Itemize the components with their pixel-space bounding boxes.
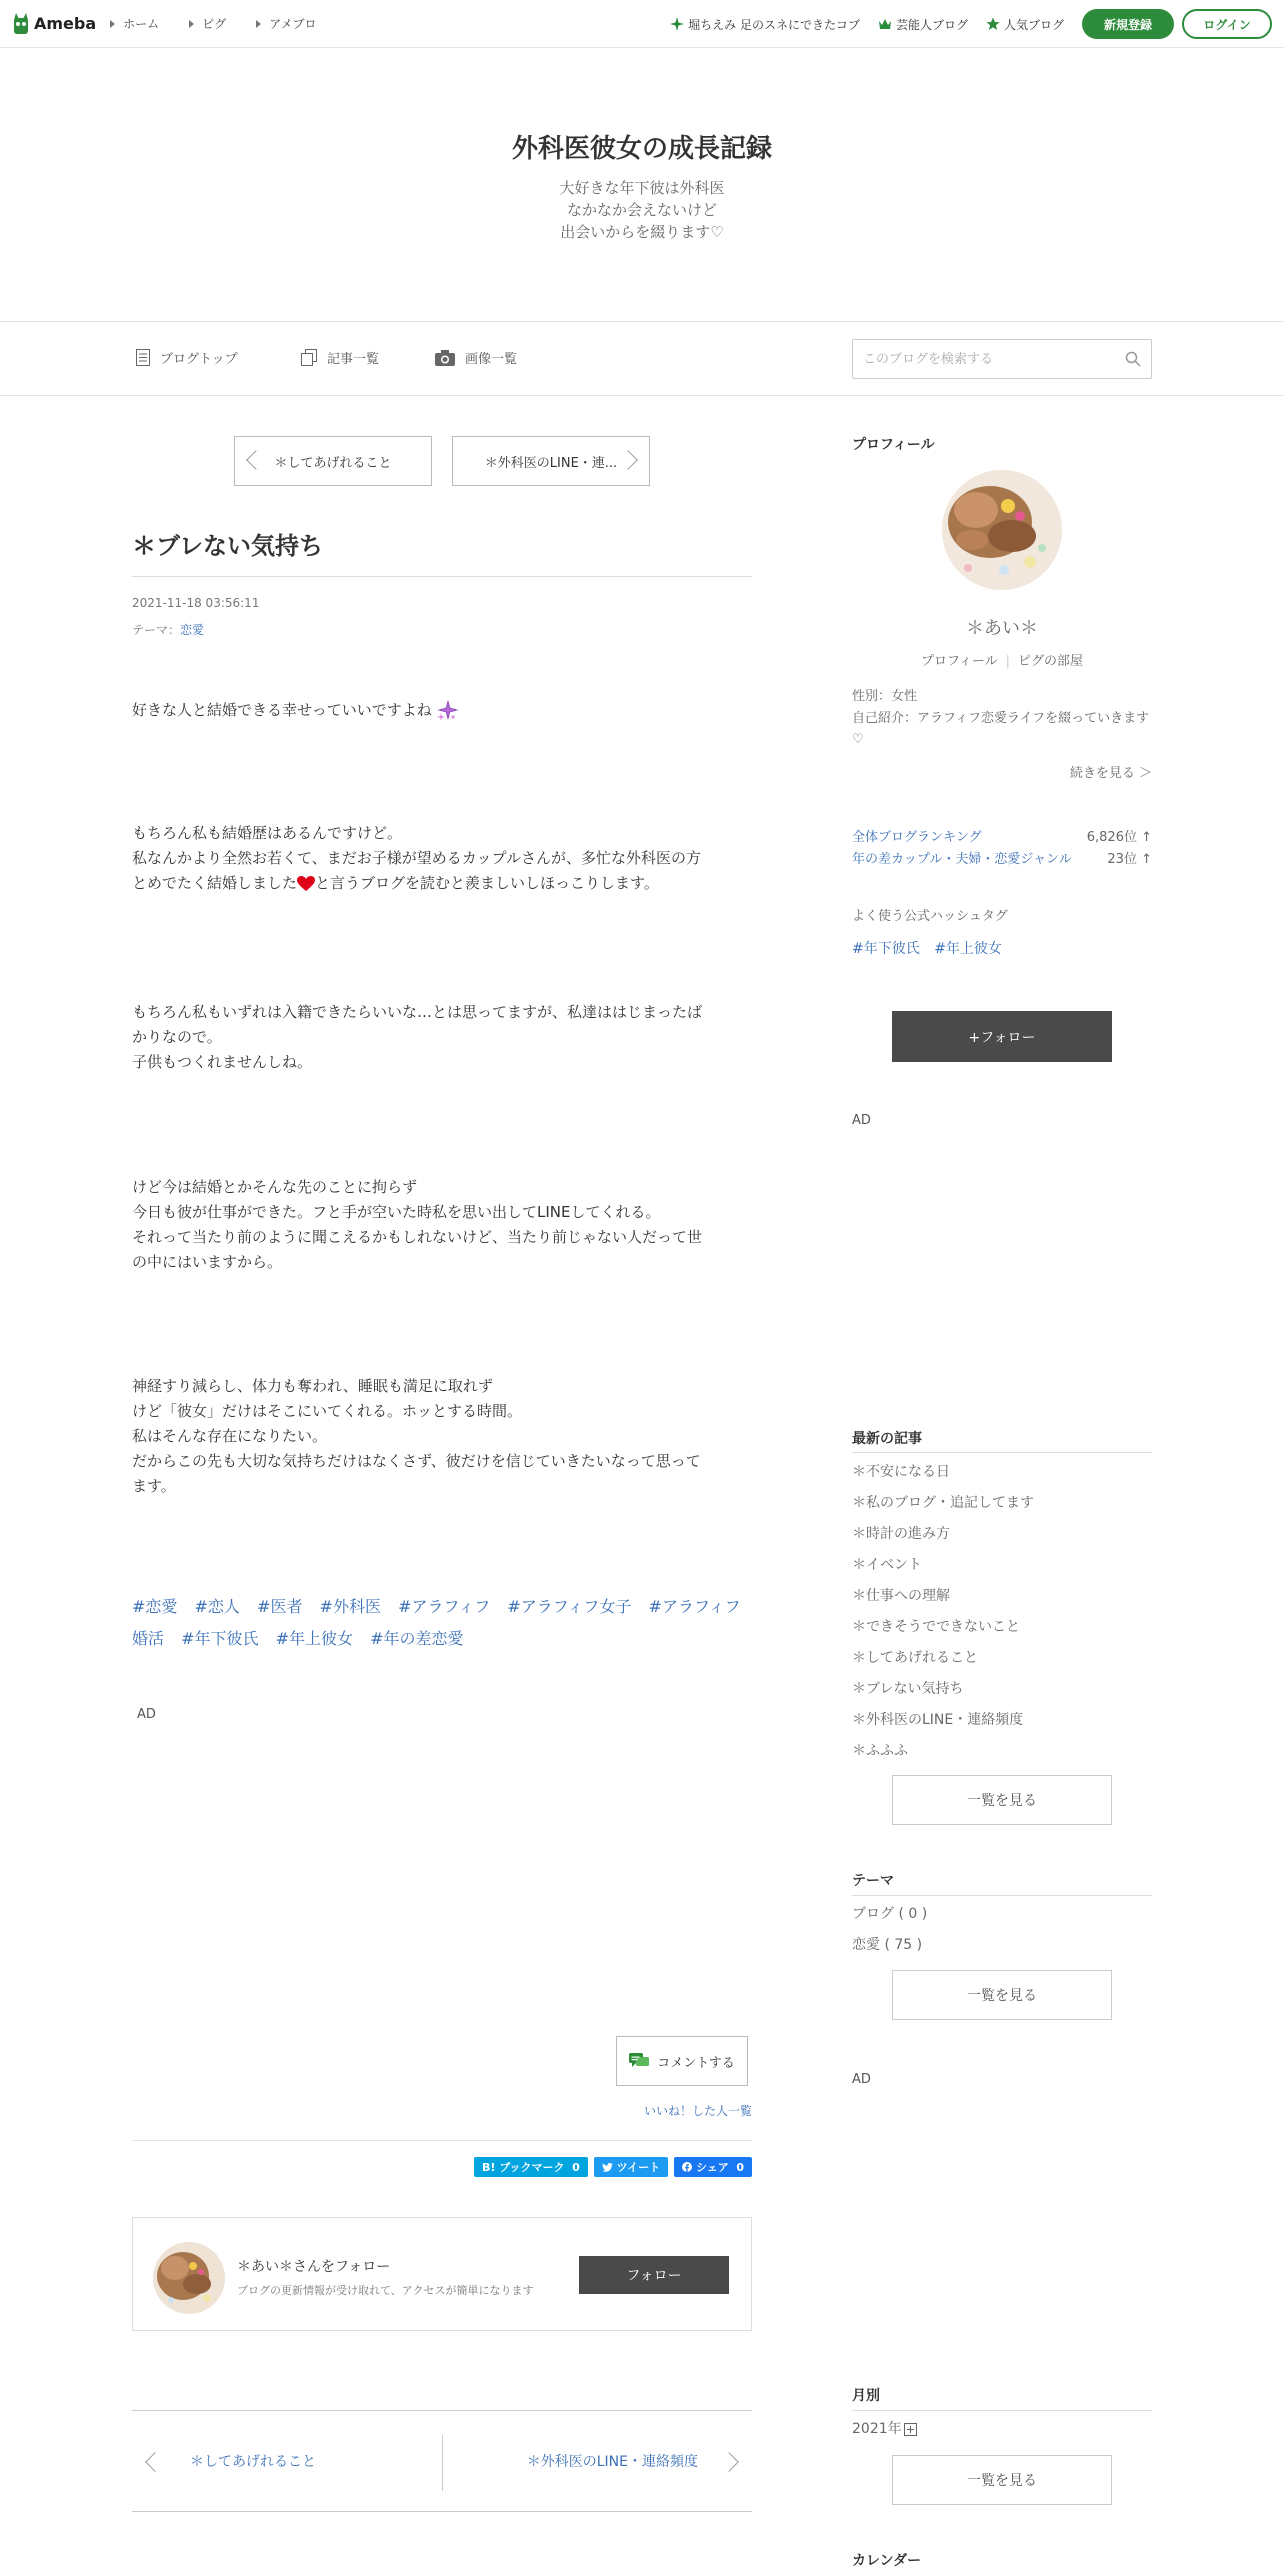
hashtag-link[interactable]: #アラフィフ婚活 xyxy=(132,1597,741,1648)
hatena-count: 0 xyxy=(572,2160,580,2174)
recent-entries-heading: 最新の記事 xyxy=(852,1431,922,1447)
hashtag-link[interactable]: #年下彼氏 xyxy=(181,1629,259,1648)
entry-hashtags xyxy=(132,1591,752,1655)
facebook-share-button[interactable] xyxy=(674,2157,752,2177)
entry-paragraph xyxy=(132,1374,762,1499)
chevron-left-icon xyxy=(246,450,266,470)
tweet-button[interactable] xyxy=(594,2157,668,2177)
profile-link[interactable]: プロフィール xyxy=(920,654,998,669)
comment-button-label: コメントする xyxy=(657,2055,735,2071)
ameba-logo-icon xyxy=(12,12,30,36)
divider xyxy=(852,1452,1152,1453)
recent-entry-link[interactable]: ＊仕事への理解 xyxy=(852,1588,950,1604)
entry-line xyxy=(132,698,762,723)
comment-button[interactable] xyxy=(616,2036,748,2086)
logo-text: Ameba xyxy=(34,14,97,33)
blog-nav xyxy=(0,322,1284,396)
tweet-label: ツイート xyxy=(616,2161,661,2174)
entry-paragraph xyxy=(132,1000,762,1075)
entry-line: かりなので。 xyxy=(132,1028,222,1046)
entry-line: 私なんかより全然お若くて、まだお子様が望めるカップルさんが、多忙な外科医の方 xyxy=(132,849,701,867)
recent-entry-link[interactable]: ＊イベント xyxy=(852,1557,922,1573)
entry-line: の中にはいますから。 xyxy=(132,1253,283,1271)
document-icon xyxy=(136,349,150,366)
triangle-right-icon xyxy=(256,20,261,28)
copy-icon xyxy=(301,349,317,366)
chevron-left-icon xyxy=(145,2452,165,2472)
theme-list-button[interactable]: 一覧を見る xyxy=(892,1970,1112,2020)
blog-search-input[interactable] xyxy=(863,352,1125,367)
next-entry-top[interactable] xyxy=(452,436,650,486)
nav-ameblo-label: アメブロ xyxy=(269,17,317,31)
hashtag-link[interactable]: #アラフィフ女子 xyxy=(507,1597,632,1616)
hatena-bookmark-button[interactable] xyxy=(474,2157,588,2177)
recent-entry-link[interactable]: ＊不安になる日 xyxy=(852,1464,950,1480)
profile-heading: プロフィール xyxy=(852,437,935,453)
entry-text: 好きな人と結婚できる幸せっていいですよね xyxy=(132,701,432,719)
nav-home-label: ホーム xyxy=(123,17,160,31)
profile-gender: 性別：女性 xyxy=(852,689,918,704)
follow-card-title: ＊あい＊さんをフォロー xyxy=(237,2259,391,2275)
entry-line: それって当たり前のように聞こえるかもしれないけど、当たり前じゃない人だって世 xyxy=(132,1228,703,1246)
sparkles-emoji-icon xyxy=(436,700,458,722)
hashtag-link[interactable]: #年下彼氏 xyxy=(852,941,920,957)
blog-header xyxy=(0,48,1284,322)
hashtag-heading: よく使う公式ハッシュタグ xyxy=(852,909,1008,924)
global-nav xyxy=(110,15,346,32)
recent-entry-link[interactable]: ＊外科医のLINE・連絡頻度 xyxy=(852,1712,1024,1728)
blog-description-line: 大好きな年下彼は外科医 xyxy=(559,179,725,197)
popular-blog-link[interactable] xyxy=(986,16,1064,33)
entry-pager-bottom xyxy=(132,2410,752,2512)
celebrity-blog-label: 芸能人ブログ xyxy=(895,17,968,32)
pigg-room-link[interactable]: ピグの部屋 xyxy=(1018,654,1084,669)
popular-blog-label: 人気ブログ xyxy=(1003,17,1064,32)
prev-entry-top-label: ＊してあげれること xyxy=(274,455,392,471)
ranking-row xyxy=(852,848,1152,867)
divider xyxy=(132,2140,752,2141)
ad-label: AD xyxy=(852,2072,871,2087)
hashtag-link[interactable]: #外科医 xyxy=(319,1597,381,1616)
hashtag-link[interactable]: #恋人 xyxy=(194,1597,240,1616)
prev-entry-bottom[interactable]: ＊してあげれること xyxy=(190,2454,316,2470)
hashtag-link[interactable]: #医者 xyxy=(257,1597,303,1616)
entry-list-link[interactable] xyxy=(301,348,379,367)
entry-line: ます。 xyxy=(132,1477,176,1495)
entry-date: 2021-11-18 03:56:11 xyxy=(132,596,260,610)
chevron-right-icon xyxy=(719,2452,739,2472)
hashtag-link[interactable]: #恋愛 xyxy=(132,1597,178,1616)
ranking-overall-value: 6,826位 ↑ xyxy=(1086,830,1152,845)
ranking-overall-link[interactable]: 全体ブログランキング xyxy=(852,830,982,845)
divider xyxy=(852,1895,1152,1896)
search-icon[interactable] xyxy=(1125,351,1141,367)
crown-icon xyxy=(878,18,892,30)
calendar-heading: カレンダー xyxy=(852,2553,922,2568)
entry-line: けど今は結婚とかそんな先のことに拘らず xyxy=(132,1178,418,1196)
follow-card xyxy=(132,2217,752,2331)
entry-line: 私はそんな存在になりたい。 xyxy=(132,1427,328,1445)
entry-line: もちろん私もいずれは入籍できたらいいな…とは思ってますが、私達ははじまったば xyxy=(132,1003,703,1021)
entry-theme xyxy=(132,621,204,638)
entry-line: けど「彼女」だけはそこにいてくれる。ホッとする時間。 xyxy=(132,1402,523,1420)
trending-link[interactable] xyxy=(670,16,860,33)
avatar[interactable] xyxy=(153,2242,225,2314)
image-list-label: 画像一覧 xyxy=(465,352,518,367)
theme-heading: テーマ xyxy=(852,1873,894,1889)
entry-line: 今日も彼が仕事ができた。フと手が空いた時私を思い出してLINEしてくれる。 xyxy=(132,1203,661,1221)
fb-count: 0 xyxy=(736,2160,745,2174)
expand-plus-icon[interactable] xyxy=(904,2423,917,2436)
ranking-row xyxy=(852,826,1152,845)
separator: | xyxy=(1005,654,1011,669)
entry-theme-link[interactable]: 恋愛 xyxy=(180,623,205,637)
fb-label: シェア xyxy=(695,2161,729,2174)
profile-name[interactable]: ＊あい＊ xyxy=(966,618,1038,639)
entry-theme-prefix: テーマ： xyxy=(132,623,181,637)
ameba-logo[interactable] xyxy=(12,12,96,36)
entry-line: 子供もつくれませんしね。 xyxy=(132,1053,313,1071)
nav-ameblo[interactable] xyxy=(256,15,316,32)
star-icon xyxy=(986,17,1000,31)
recent-entry-link[interactable]: ＊時計の進み方 xyxy=(852,1526,950,1542)
entry-line xyxy=(132,871,762,896)
recent-entry-link[interactable]: ＊してあげれること xyxy=(852,1650,978,1666)
camera-icon xyxy=(435,350,455,366)
follow-button[interactable]: フォロー xyxy=(579,2256,729,2294)
global-header xyxy=(0,0,1284,48)
month-item[interactable] xyxy=(852,2418,917,2438)
entry-paragraph xyxy=(132,1175,762,1275)
blog-title[interactable]: 外科医彼女の成長記録 xyxy=(511,134,772,164)
comment-icon xyxy=(629,2053,649,2069)
recent-entry-link[interactable]: ＊ふふふ xyxy=(852,1743,908,1759)
entry-line: だからこの先も大切な気持ちだけはなくさず、彼だけを信じていきたいなって思って xyxy=(132,1452,701,1470)
triangle-right-icon xyxy=(110,20,115,28)
ranking-genre-value: 23位 ↑ xyxy=(1107,852,1152,867)
image-list-link[interactable] xyxy=(435,348,517,367)
register-button[interactable]: 新規登録 xyxy=(1082,9,1174,39)
entry-title[interactable]: ＊ブレない気持ち xyxy=(132,532,324,560)
nav-pigg[interactable] xyxy=(189,15,226,32)
twitter-bird-icon xyxy=(602,2163,613,2172)
login-button[interactable]: ログイン xyxy=(1182,9,1272,39)
nav-pigg-label: ピグ xyxy=(202,17,227,31)
ad-label: AD xyxy=(137,1707,156,1722)
sidebar-follow-button[interactable]: +フォロー xyxy=(892,1011,1112,1062)
entry-paragraph xyxy=(132,698,762,723)
recent-list-button[interactable]: 一覧を見る xyxy=(892,1775,1112,1825)
profile-avatar[interactable] xyxy=(942,470,1062,590)
entry-line: 神経すり減らし、体力も奪われ、睡眠も満足に取れず xyxy=(132,1377,493,1395)
entry-text: とめでたく結婚しました xyxy=(132,874,298,892)
blog-top-label: ブログトップ xyxy=(160,352,238,367)
likes-list-link[interactable]: いいね！した人一覧 xyxy=(643,2104,752,2118)
hashtag-link[interactable]: #年上彼女 xyxy=(275,1629,354,1648)
chevron-right-icon xyxy=(618,450,638,470)
profile-more-link[interactable]: 続きを見る ＞ xyxy=(1069,766,1152,781)
blog-search xyxy=(852,339,1152,379)
divider xyxy=(852,2410,1152,2411)
facebook-icon xyxy=(682,2162,692,2172)
monthly-heading: 月別 xyxy=(852,2388,880,2404)
ranking-genre-link[interactable]: 年の差カップル・夫婦・恋愛ジャンル xyxy=(852,852,1072,867)
blog-description-line: 出会いからを綴ります♡ xyxy=(560,223,724,241)
hatena-label: B! ブックマーク xyxy=(482,2161,565,2174)
theme-link[interactable]: ブログ ( 0 ) xyxy=(852,1906,928,1922)
avatar-image xyxy=(153,2242,225,2314)
prev-entry-top[interactable] xyxy=(234,436,432,486)
hashtag-link[interactable]: #年上彼女 xyxy=(934,941,1002,957)
share-buttons xyxy=(468,2157,752,2177)
sidebar-hashtags xyxy=(852,938,1012,958)
divider xyxy=(442,2435,443,2491)
profile-intro: 自己紹介：アラフィフ恋愛ライフを綴っていきます♡ xyxy=(852,711,1150,747)
recent-entry-link[interactable]: ＊ブレない気持ち xyxy=(852,1681,964,1697)
ad-label: AD xyxy=(852,1113,871,1128)
entry-paragraph xyxy=(132,821,762,896)
blog-description-line: なかなか会えないけど xyxy=(566,201,717,219)
profile-links xyxy=(852,650,1152,669)
month-label: 2021年 xyxy=(852,2421,902,2437)
entry-line: もちろん私も結婚歴はあるんですけど。 xyxy=(132,824,403,842)
nav-home[interactable] xyxy=(110,15,159,32)
entry-list-label: 記事一覧 xyxy=(327,352,380,367)
month-list-button[interactable]: 一覧を見る xyxy=(892,2455,1112,2505)
entry-text: と言うブログを読むと羨ましいしほっこりします。 xyxy=(315,874,659,892)
follow-card-subtitle: ブログの更新情報が受け取れて、アクセスが簡単になります xyxy=(237,2284,534,2297)
sparkle-icon xyxy=(670,17,684,31)
divider xyxy=(132,576,752,577)
celebrity-blog-link[interactable] xyxy=(878,16,968,33)
next-entry-top-label: ＊外科医のLINE・連... xyxy=(484,455,618,471)
next-entry-bottom[interactable]: ＊外科医のLINE・連絡頻度 xyxy=(526,2454,698,2470)
recent-entry-link[interactable]: ＊私のブログ・追記してます xyxy=(852,1495,1034,1511)
recent-entry-link[interactable]: ＊できそうでできないこと xyxy=(852,1619,1020,1635)
triangle-right-icon xyxy=(189,20,194,28)
heart-emoji-icon xyxy=(297,876,315,892)
hashtag-link[interactable]: #年の差恋愛 xyxy=(370,1629,464,1648)
hashtag-link[interactable]: #アラフィフ xyxy=(398,1597,491,1616)
blog-description xyxy=(0,177,1284,243)
blog-top-link[interactable] xyxy=(136,348,238,367)
profile-avatar-image xyxy=(942,470,1062,590)
theme-link[interactable]: 恋愛 ( 75 ) xyxy=(852,1937,923,1953)
trending-link-label: 堀ちえみ 足のスネにできたコブ xyxy=(688,17,860,32)
header-right xyxy=(670,0,1272,48)
